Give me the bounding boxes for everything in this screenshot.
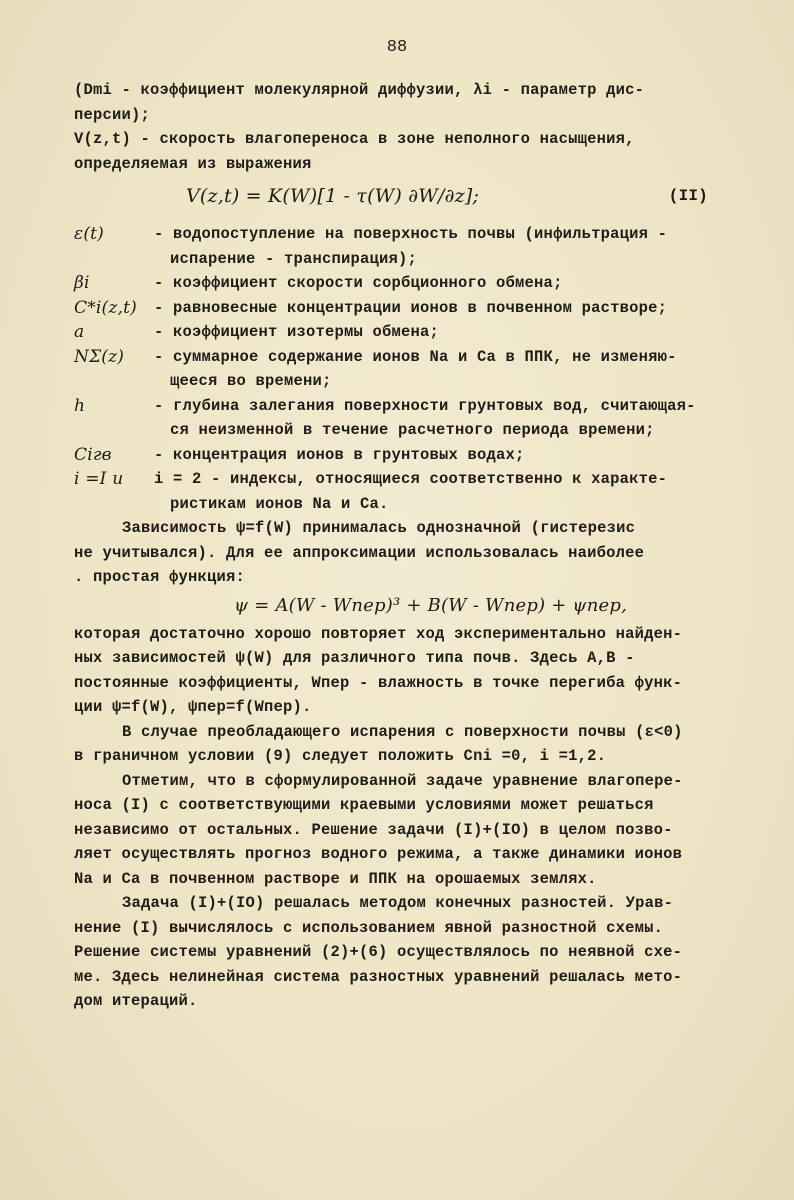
definition-item <box>74 443 714 468</box>
definition-item <box>74 345 714 394</box>
definition-symbol: NΣ(z) <box>74 346 125 367</box>
text-line: носа (I) с соответствующими краевыми условиями может решаться <box>74 796 654 814</box>
definition-item <box>74 467 714 516</box>
text-line: В случае преобладающего испарения с поверхности почвы (ε<0) <box>122 722 683 741</box>
page-body <box>74 78 714 1014</box>
definition-text: - коэффициент скорости сорбционного обмена; <box>154 274 563 292</box>
definition-text: - равновесные концентрации ионов в почвенном растворе; <box>154 298 668 317</box>
text-line: ных зависимостей ψ(W) для различного типа почв. Здесь A,B - <box>74 649 635 667</box>
definition-symbol: βi <box>74 273 90 293</box>
text-line: нение (I) вычислялось с использованием явной разностной схемы. <box>74 918 664 937</box>
definition-item <box>74 222 714 271</box>
text-line: которая достаточно хорошо повторяет ход экспериментально найден- <box>74 624 683 643</box>
definition-text: - глубина залегания поверхности грунтовых вод, считающая- <box>154 396 696 415</box>
definition-item <box>74 394 714 443</box>
text-line: Зависимость ψ=f(W) принималась однозначной (гистерезис <box>122 519 636 537</box>
definition-symbol: a <box>74 322 85 342</box>
text-line: ции ψ=f(W), ψпер=f(Wпер). <box>74 698 312 716</box>
definition-text: i = 2 - индексы, относящиеся соответственно к характе- <box>154 470 668 488</box>
definition-continuation: ристикам ионов Na и Ca. <box>170 494 389 513</box>
text-line: дом итераций. <box>74 992 198 1010</box>
text-line: независимо от остальных. Решение задачи (I)+(IO) в целом позво- <box>74 820 673 839</box>
definition-text: - суммарное содержание ионов Na и Ca в ППК, не изменяю- <box>154 347 677 366</box>
definition-text: - коэффициент изотермы обмена; <box>154 323 440 341</box>
text-line: Отметим, что в сформулированной задаче уравнение влагопере- <box>122 771 683 790</box>
text-line: . простая функция: <box>74 568 246 586</box>
text-line: не учитывался). Для ее аппроксимации использовалась наиболее <box>74 543 645 562</box>
definition-symbol: i =I и <box>74 469 124 489</box>
text-line: постоянные коэффициенты, Wпер - влажность в точке перегиба функ- <box>74 673 683 692</box>
text-line: Задача (I)+(IO) решалась методом конечных разностей. Урав- <box>122 894 674 912</box>
definition-continuation: испарение - транспирация); <box>170 249 418 268</box>
formula-velocity <box>74 176 714 216</box>
page-number: 88 <box>386 38 408 57</box>
text-line: персии); <box>74 105 151 124</box>
definitions-list <box>74 222 714 516</box>
definition-symbol: Ciгв <box>74 444 112 465</box>
text-line: в граничном условии (9) следует положить Cni =0, i =1,2. <box>74 747 607 765</box>
definition-item <box>74 320 714 345</box>
text-line: определяемая из выражения <box>74 154 312 173</box>
text-line: ляет осуществлять прогноз водного режима, а также динамики ионов <box>74 845 683 863</box>
text-line: ме. Здесь нелинейная система разностных уравнений решалась мето- <box>74 967 683 986</box>
definition-symbol: ε(t) <box>74 224 105 244</box>
text-line: V(z,t) - скорость влагопереноса в зоне неполного насыщения, <box>74 130 635 148</box>
formula-number: (II) <box>668 187 708 205</box>
definition-symbol: h <box>74 395 86 416</box>
definition-text: - концентрация ионов в грунтовых водах; <box>154 445 525 464</box>
formula-velocity-text: V(z,t) = K(W)[1 - τ(W) ∂W/∂z]; <box>186 185 480 207</box>
definition-continuation: ся неизменной в течение расчетного периода времени; <box>170 421 655 439</box>
definition-item <box>74 296 714 321</box>
definition-continuation: щееся во времени; <box>170 372 332 390</box>
definition-text: - водопоступление на поверхность почвы (инфильтрация - <box>154 225 668 243</box>
definition-item <box>74 271 714 296</box>
formula-approximation: ψ = A(W - Wпер)³ + B(W - Wпер) + ψпер, <box>234 594 628 616</box>
text-line: Решение системы уравнений (2)+(6) осуществлялось по неявной схе- <box>74 943 683 961</box>
text-line: Na и Ca в почвенном растворе и ППК на орошаемых землях. <box>74 869 597 888</box>
text-line: (Dmi - коэффициент молекулярной диффузии, λi - параметр дис- <box>74 81 645 99</box>
definition-symbol: C*i(z,t) <box>74 297 138 318</box>
